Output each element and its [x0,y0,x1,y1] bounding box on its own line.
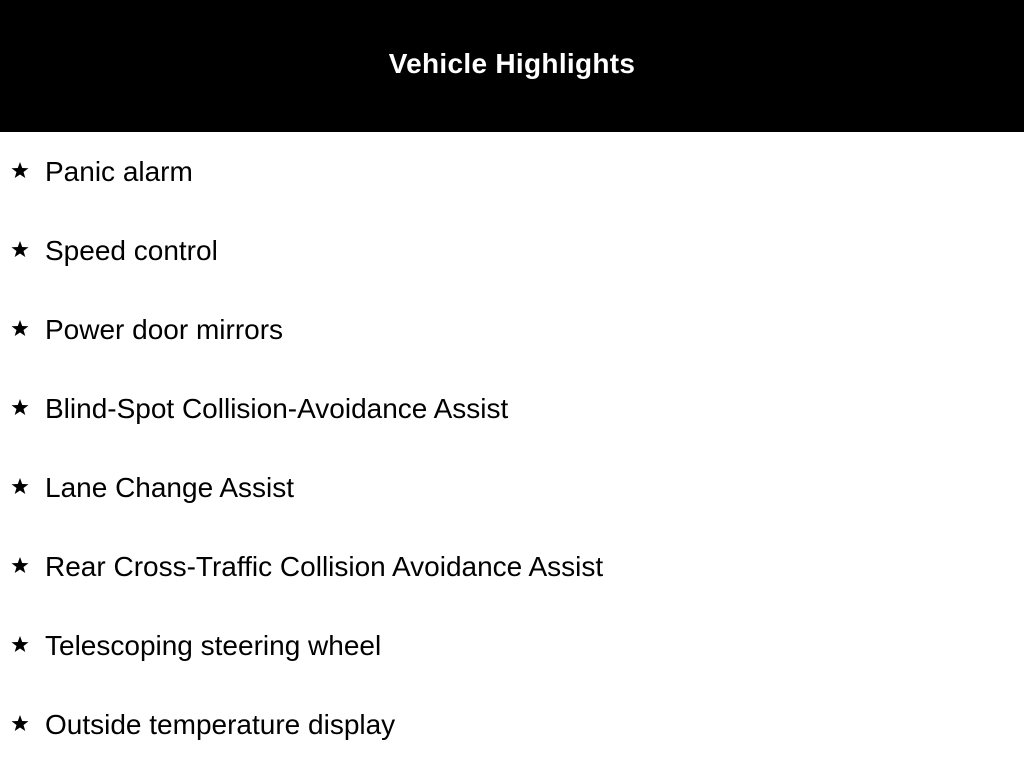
list-item [0,547,1024,587]
list-item [0,468,1024,508]
star-icon [10,318,30,338]
star-icon [10,397,30,417]
list-item [0,310,1024,350]
list-item-label: Lane Change Assist [45,472,295,503]
star-icon [10,555,30,575]
list-item [0,705,1024,745]
list-item [0,626,1024,666]
list-item-label: Rear Cross-Traffic Collision Avoidance Assist [45,551,604,582]
star-icon [10,239,30,259]
list-item [0,152,1024,192]
list-item-label: Telescoping steering wheel [45,630,382,661]
list-item-label: Outside temperature display [45,709,396,740]
list-item-label: Blind-Spot Collision-Avoidance Assist [45,393,509,424]
star-icon [10,160,30,180]
star-icon [10,713,30,733]
star-icon [10,476,30,496]
page-title: Vehicle Highlights [388,48,636,79]
list-item [0,389,1024,429]
list-item-label: Speed control [45,235,218,266]
list-item-label: Power door mirrors [45,314,284,345]
star-icon [10,634,30,654]
list-item [0,231,1024,271]
list-item-label: Panic alarm [45,156,193,187]
header-bar [0,0,1024,132]
